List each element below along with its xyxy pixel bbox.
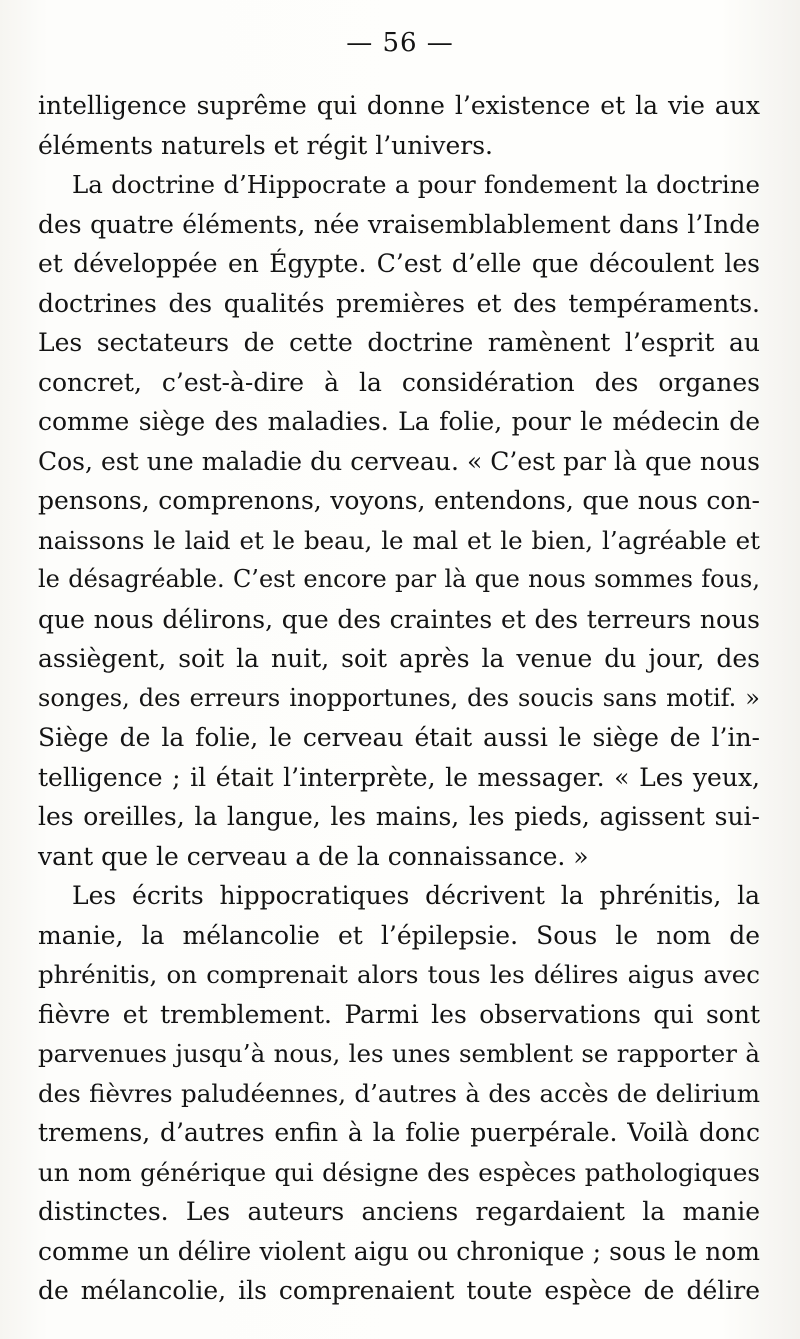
text-line: de mélancolie, ils comprenaient toute espèce de délire (38, 1276, 760, 1305)
text-line: les oreilles, la langue, les mains, les pieds, agissent sui- (38, 802, 760, 831)
text-line: manie, la mélancolie et l’épilepsie. Sous le nom de (38, 920, 760, 950)
text-line: comme un délire violent aigu ou chronique ; sous le nom (38, 1236, 760, 1266)
body-text (38, 86, 760, 1311)
text-line: naissons le laid et le beau, le mal et le bien, l’agréable et (38, 525, 760, 555)
paragraph (38, 165, 760, 876)
text-line: phrénitis, on comprenait alors tous les délires aigus avec (38, 960, 760, 989)
text-line: tremens, d’autres enfin à la folie puerpérale. Voilà donc (38, 1118, 760, 1147)
text-line: vant que le cerveau a de la connaissance. » (38, 841, 589, 871)
paragraph (38, 86, 760, 165)
text-line: parvenues jusqu’à nous, les unes semblent se rapporter à (38, 1039, 760, 1068)
page-number: — 56 — (346, 28, 454, 58)
text-line: un nom générique qui désigne des espèces pathologiques (38, 1157, 760, 1187)
text-line: le désagréable. C’est encore par là que nous sommes fous, (38, 565, 760, 593)
text-line: Siège de la folie, le cerveau était aussi le siège de l’in- (38, 723, 760, 752)
text-line: que nous délirons, que des craintes et des terreurs nous (38, 604, 760, 634)
text-line: distinctes. Les auteurs anciens regardaient la manie (38, 1197, 760, 1226)
text-line: doctrines des qualités premières et des tempéraments. (38, 288, 760, 318)
text-line: telligence ; il était l’interprète, le messager. « Les yeux, (38, 762, 760, 792)
text-line: La doctrine d’Hippocrate a pour fondement la doctrine (72, 170, 760, 199)
text-line: pensons, comprenons, voyons, entendons, que nous con- (38, 486, 760, 515)
text-line: songes, des erreurs inopportunes, des soucis sans motif. » (38, 683, 760, 712)
text-line: des quatre éléments, née vraisemblablement dans l’Inde (38, 209, 760, 239)
text-line: des fièvres paludéennes, d’autres à des accès de delirium (38, 1078, 760, 1108)
paragraph (38, 876, 760, 1311)
text-line: assiègent, soit la nuit, soit après la venue du jour, des (38, 644, 760, 673)
text-line: Les sectateurs de cette doctrine ramènent l’esprit au (38, 328, 760, 357)
text-line: comme siège des maladies. La folie, pour le médecin de (38, 407, 760, 436)
text-line: et développée en Égypte. C’est d’elle que découlent les (38, 249, 760, 278)
text-line: Les écrits hippocratiques décrivent la phrénitis, la (72, 881, 760, 910)
text-line: concret, c’est-à-dire à la considération des organes (38, 367, 760, 397)
text-line: fièvre et tremblement. Parmi les observations qui sont (38, 999, 760, 1029)
text-line: Cos, est une maladie du cerveau. « C’est par là que nous (38, 446, 760, 476)
text-line: éléments naturels et régit l’univers. (38, 130, 493, 160)
text-line: intelligence suprême qui donne l’existence et la vie aux (38, 91, 760, 120)
